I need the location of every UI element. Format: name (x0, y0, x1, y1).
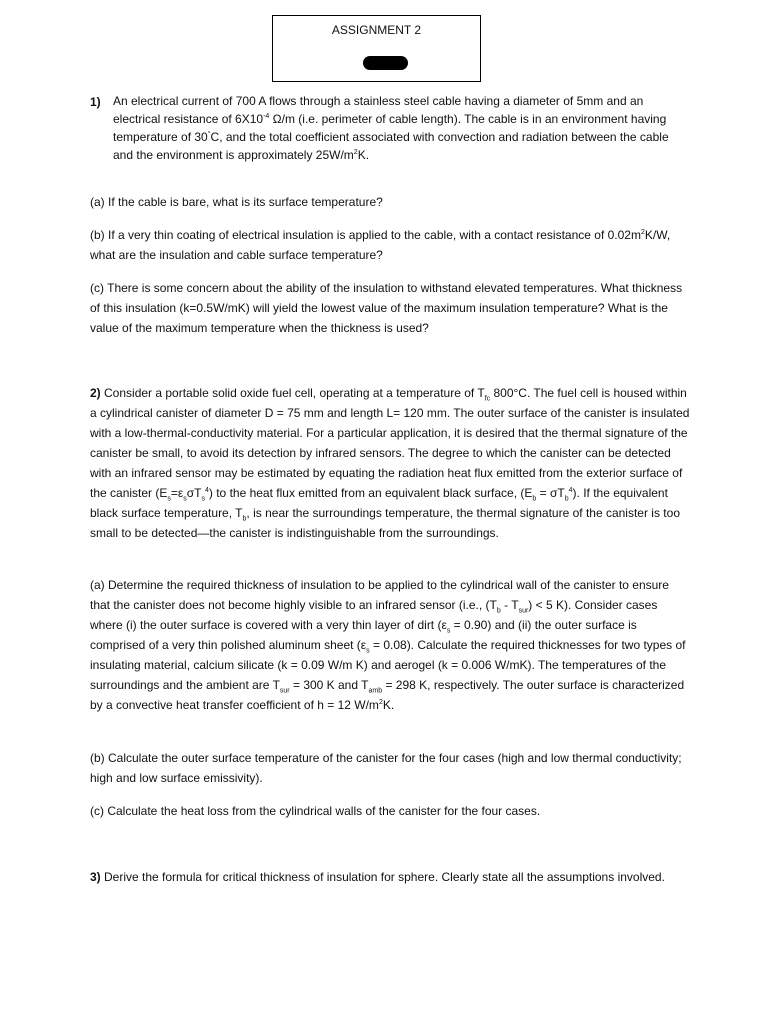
question-3: 3) Derive the formula for critical thickness of insulation for sphere. Clearly state all the assumptions involved. (90, 870, 665, 884)
redacted-name-bar (363, 56, 408, 70)
assignment-title-box (272, 15, 481, 82)
assignment-title: ASSIGNMENT 2 (331, 23, 422, 37)
question-2-number: 2) (90, 386, 101, 400)
question-1-part-b: (b) If a very thin coating of electrical insulation is applied to the cable, with a contact resistance of $0.02m^2K/W$, what are the insulation and cable surface temperature? (90, 228, 671, 262)
question-2-intro: 2) Consider a portable solid oxide fuel cell, operating at a temperature of $T_{fc}$ 800°C. The fuel cell is housed within a cylindrical canister of diameter D = 75 mm and length L= 120 mm. The outer surface of the canister is insulated with a low-thermal-conductivity material. For a particular application, it is desired that the thermal signature of the canister be small, to avoid its detection by infrared sensors. The degree to which the canister can be detected with an infrared sensor may be estimated by equating the radiation heat flux emitted from the exterior surface of the canister $(E_s=\varepsilon_s\sigma T_s^4)$ to the heat flux emitted from an equivalent black surface, $(E_b = \sigma T_b^4)$. If the equivalent black surface temperature, $T_b$, is near the surroundings temperature, the thermal signature of the canister is too small to be detected—the canister is indistinguishable from the surroundings. (90, 386, 690, 540)
question-1-part-a: (a) If the cable is bare, what is its surface temperature? (90, 195, 383, 209)
question-1-part-c: (c) There is some concern about the ability of the insulation to withstand elevated temperatures. What thickness of this insulation (k=0.5W/mK) will yield the lowest value of the maximum insulation temperature? What is the value of the maximum temperature when the thickness is used? (90, 281, 683, 335)
question-1-intro: An electrical current of 700 A flows through a stainless steel cable having a diameter of 5mm and an electrical resistance of $6X10^{-4}$ Ω/m (i.e. perimeter of cable length). The cable is in an environment having temperature of 30°C, and the total coefficient associated with convection and radiation between the cable and the environment is approximately $25W/m^2K$. (113, 94, 669, 162)
question-2-part-a: (a) Determine the required thickness of insulation to be applied to the cylindrical wall of the canister to ensure that the canister does not become highly visible to an infrared sensor (i.e., $(T_b - T_{sur}) < 5$ K). Consider cases where (i) the outer surface is covered with a very thin layer of dirt $(\varepsilon_s = 0.90)$ and (ii) the outer surface is comprised of a very thin polished aluminum sheet $(\varepsilon_s = 0.08)$. Calculate the required thicknesses for two types of insulating material, calcium silicate (k = 0.09 W/m K) and aerogel (k = 0.006 W/mK). The temperatures of the surroundings and the ambient are $T_{sur} = 300$ K and $T_{amb} = 298$ K, respectively. The outer surface is characterized by a convective heat transfer coefficient of h = 12 $W/m^2K$. (90, 578, 686, 712)
question-3-number: 3) (90, 870, 101, 884)
question-2-part-c: (c) Calculate the heat loss from the cylindrical walls of the canister for the four cases. (90, 804, 541, 818)
question-1 (90, 92, 690, 164)
question-2-part-b: (b) Calculate the outer surface temperature of the canister for the four cases (high and low thermal conductivity; high and low surface emissivity). (90, 751, 682, 785)
question-1-number: 1) (90, 95, 101, 109)
